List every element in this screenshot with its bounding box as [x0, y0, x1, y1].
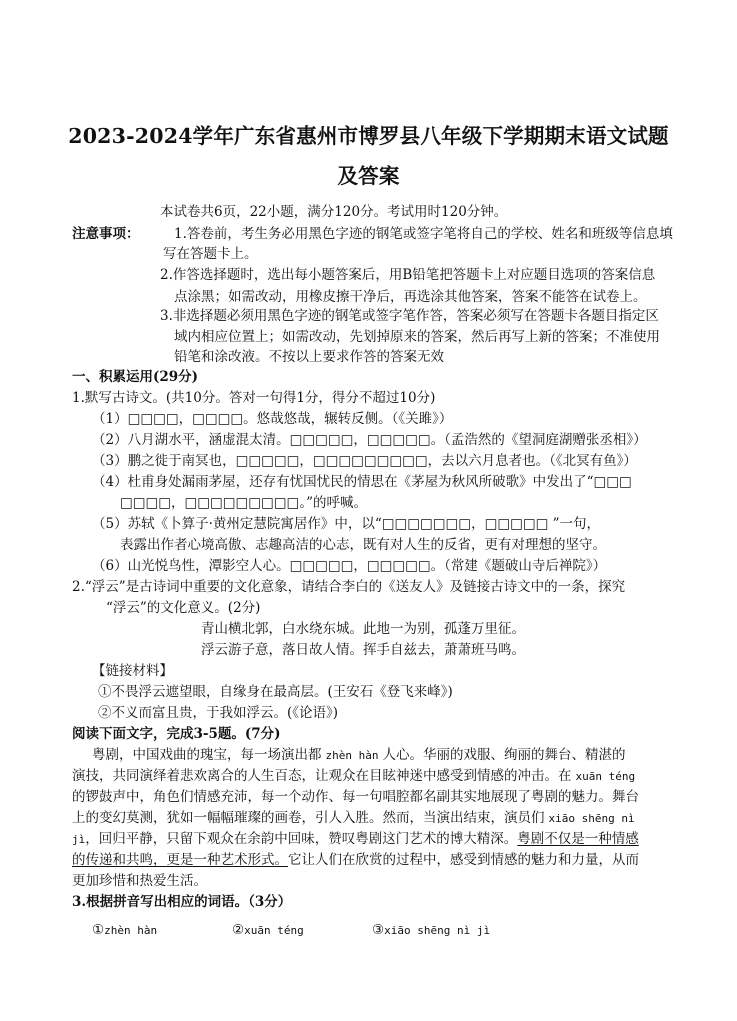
exam-intro: 本试卷共6页，22小题，满分120分。考试用时120分钟。: [160, 204, 508, 220]
pinyin-xuan-teng: xuān téng: [575, 770, 636, 783]
reading-line-5: [72, 830, 639, 849]
q2-poem-line-2: 浮云游子意，落日故人情。挥手自兹去，萧萧班马鸣。: [201, 642, 525, 658]
note-2-line-a: 2.作答选择题时，选出每小题答案后，用B铅笔把答题卡上对应题目选项的答案信息: [160, 267, 656, 283]
reading-underlined-sentence-a: 粤剧不仅是一种情感: [517, 831, 639, 847]
q1-item-1: （1）□□□□，□□□□。悠哉悠哉，辗转反侧。（《关雎》）: [92, 411, 453, 427]
reading-line-5-mid: ，回归平静，只留下观众在余韵中回味，赞叹粤剧这门艺术的博大精深。: [85, 831, 518, 847]
note-3-line-b: 域内相应位置上；如需改动，先划掉原来的答案，然后再写上新的答案；不准使用: [174, 329, 660, 345]
q3-option-2: [232, 921, 304, 940]
reading-heading: 阅读下面文字，完成3-5题。(7分): [72, 726, 281, 742]
reading-line-6-post: 它让人们在欣赏的过程中，感受到情感的魅力和力量，从而: [288, 852, 639, 868]
q1-item-6: （6）山光悦鸟性，潭影空人心。□□□□□，□□□□□。（常建《题破山寺后禅院》）: [92, 558, 607, 574]
reading-line-4-pre: 上的变幻莫测，犹如一幅幅璀璨的画卷，引人入胜。然而，当演出结束，演员们: [72, 810, 545, 826]
q3-option-3-mark: ③: [372, 922, 385, 938]
reading-line-2: [72, 767, 635, 786]
pinyin-xiao-sheng-ni: xiāo shēng nì: [548, 812, 635, 825]
q3-option-2-pinyin: xuān téng: [244, 924, 304, 937]
q3-stem: 3.根据拼音写出相应的词语。（3分）: [72, 894, 292, 910]
reading-underlined-sentence-b: 的传递和共鸣，更是一种艺术形式。: [72, 852, 288, 868]
pinyin-zhen-han: zhèn hàn: [325, 749, 379, 762]
q3-option-3-pinyin: xiāo shēng nì jì: [384, 924, 491, 937]
q3-option-1-pinyin: zhèn hàn: [104, 924, 158, 937]
note-3-line-a: 3.非选择题必须用黑色字迹的钢笔或签字笔作答，答案必须写在答题卡各题目指定区: [160, 308, 659, 324]
q1-item-4-line-b: □□□□，□□□□□□□□□。”的呼喊。: [120, 495, 367, 511]
pinyin-ji: jì: [72, 833, 86, 846]
q2-stem-line-a: 2.“浮云”是古诗词中重要的文化意象，请结合李白的《送友人》及链接古诗文中的一条，探究: [72, 579, 626, 595]
q2-link-2: ②不义而富且贵，于我如浮云。(《论语》): [98, 705, 339, 721]
q1-item-5-line-b: 表露出作者心境高傲、志趣高洁的心志，既有对人生的反省，更有对理想的坚守。: [120, 537, 606, 553]
q2-poem-line-1: 青山横北郭，白水绕东城。此地一为别，孤蓬万里征。: [201, 621, 525, 637]
q2-link-1: ①不畏浮云遮望眼，自缘身在最高层。(王安石《登飞来峰》): [98, 684, 453, 700]
q3-option-3: [372, 921, 490, 940]
exam-title-line2: 及答案: [337, 164, 400, 188]
section-1-heading: 一、积累运用(29分): [72, 369, 199, 385]
reading-line-2-text: 演技，共同演绎着悲欢离合的人生百态，让观众在目眩神迷中感受到情感的冲击。在: [72, 768, 572, 784]
note-1-line-b: 写在答题卡上。: [163, 246, 258, 262]
reading-line-1: [92, 746, 625, 765]
reading-line-1-post: 人心。华丽的戏服、绚丽的舞台、精湛的: [382, 747, 626, 763]
reading-line-7: 更加珍惜和热爱生活。: [72, 873, 207, 889]
reading-line-6: [72, 851, 639, 869]
q1-stem: 1.默写古诗文。(共10分。答对一句得1分，得分不超过10分): [72, 390, 436, 406]
q3-option-1: [92, 921, 157, 940]
q3-option-1-mark: ①: [92, 922, 105, 938]
q1-item-4-line-a: （4）杜甫身处漏雨茅屋，还存有忧国忧民的情思在《茅屋为秋风所破歌》中发出了“□□□: [92, 474, 632, 490]
q1-item-5-line-a: （5）苏轼《卜算子·黄州定慧院寓居作》中，以“□□□□□□□，□□□□□ ”一句，: [92, 516, 601, 532]
note-1-line-a: 1.答卷前，考生务必用黑色字迹的钢笔或签字笔将自己的学校、姓名和班级等信息填: [174, 226, 673, 242]
q2-stem-line-b: “浮云”的文化意义。(2分): [106, 600, 261, 616]
q3-option-2-mark: ②: [232, 922, 245, 938]
reading-line-4: [72, 809, 635, 828]
q2-link-label: 【链接材料】: [92, 663, 173, 679]
reading-line-1-pre: 粤剧，中国戏曲的瑰宝，每一场演出都: [92, 747, 322, 763]
note-2-line-b: 点涂黑；如需改动，用橡皮擦干净后，再选涂其他答案，答案不能答在试卷上。: [174, 289, 647, 305]
note-3-line-c: 铅笔和涂改液。不按以上要求作答的答案无效: [174, 349, 444, 365]
notes-label: 注意事项：: [72, 226, 140, 242]
q1-item-2: （2）八月湖水平，涵虚混太清。□□□□□，□□□□□。（孟浩然的《望洞庭湖赠张丞相》）: [92, 432, 647, 448]
reading-line-3: 的锣鼓声中，角色们情感充沛，每一个动作、每一句唱腔都名副其实地展现了粤剧的魅力。舞台: [72, 789, 639, 805]
exam-title-line1: 2023-2024学年广东省惠州市博罗县八年级下学期期末语文试题: [68, 124, 669, 148]
q1-item-3: （3）鹏之徙于南冥也，□□□□□，□□□□□□□□□，去以六月息者也。（《北冥有鱼》）: [92, 453, 637, 469]
